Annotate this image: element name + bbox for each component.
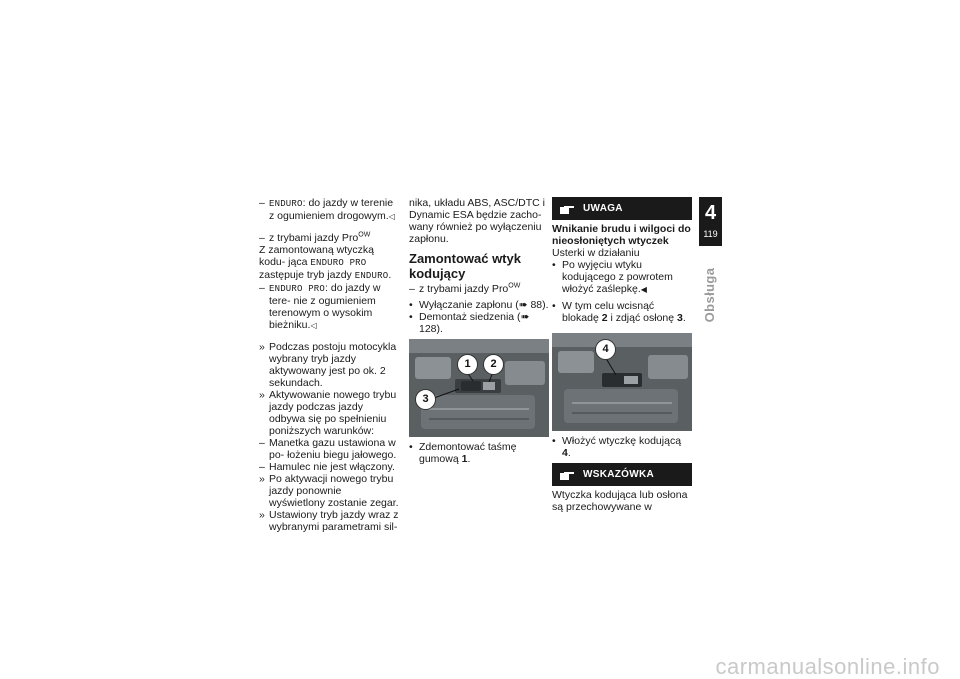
photo-coding-plug-location	[409, 339, 549, 437]
chapter-title: Obsługa	[702, 267, 717, 323]
column-2	[409, 197, 549, 465]
bullet-item: • Demontaż siedzenia (➠ 128).	[409, 311, 530, 335]
chapter-number: 4	[704, 202, 717, 224]
list-item: – Hamulec nie jest włączony.	[259, 461, 395, 473]
column-1	[259, 197, 399, 533]
warning-subtitle: Usterki w działaniu	[552, 247, 640, 259]
end-mark-icon: ◁	[310, 321, 317, 330]
list-item: – z trybami jazdy Pro$^{OW}$	[259, 231, 371, 244]
chapter-box	[699, 197, 722, 246]
result-item: » Po aktywacji nowego trybu jazdy ponownie wyświetlony zostanie zegar.	[259, 473, 399, 509]
list-item: – z trybami jazdy Pro$^{OW}$	[409, 282, 521, 295]
callout-1: 1	[457, 354, 478, 375]
warning-banner: UWAGA	[552, 197, 692, 220]
list-item: – ENDURO: do jazdy w terenie z ogumieniem drogowym.◁	[259, 197, 395, 222]
bullet-item: • W tym celu wcisnąć blokadę 2 i zdjąć osłonę 3.	[552, 300, 686, 324]
photo-drawing	[552, 333, 692, 431]
photo-drawing	[409, 339, 549, 437]
bullet-item: • Po wyjęciu wtyku kodującego z powrotem włożyć zaślepkę.◀	[552, 259, 673, 295]
bullet-item: • Zdemontować taśmę gumową 1.	[409, 441, 517, 465]
arrow-icon: ➠	[520, 311, 530, 323]
callout-2: 2	[483, 354, 504, 375]
page-number: 119	[703, 229, 718, 239]
paragraph: nika, układu ABS, ASC/DTC i Dynamic ESA będzie zacho- wany również po wyłączeniu zapłonu.	[409, 197, 545, 245]
list-item: – ENDURO PRO: do jazdy w tere- nie z ogumieniem terenowym o wysokim bieżniku.◁	[259, 282, 381, 331]
photo-coding-plug-insert	[552, 333, 692, 431]
chapter-tab	[699, 197, 722, 323]
hand-pointing-icon	[559, 469, 575, 481]
result-item: » Ustawiony tryb jazdy wraz z wybranymi parametrami sil-	[259, 509, 399, 533]
bullet-item: • Wyłączanie zapłonu (➠ 88).	[409, 299, 549, 311]
note-banner: WSKAZÓWKA	[552, 463, 692, 486]
arrow-icon: ➠	[518, 299, 528, 311]
section-heading: Zamontować wtyk kodujący	[409, 251, 521, 281]
bullet-item: • Włożyć wtyczkę kodującą 4.	[552, 435, 682, 459]
end-mark-icon: ◀	[640, 285, 647, 294]
warning-title: Wnikanie brudu i wilgoci do nieosłoniętych wtyczek	[552, 223, 691, 247]
watermark: carmanualsonline.info	[715, 654, 940, 679]
hand-pointing-icon	[559, 203, 575, 215]
end-mark-icon: ◁	[388, 212, 395, 221]
callout-3: 3	[415, 389, 436, 410]
list-item: – Manetka gazu ustawiona w po- łożeniu biegu jałowego.	[259, 437, 397, 461]
result-item: » Podczas postoju motocykla wybrany tryb jazdy aktywowany jest po ok. 2 sekundach.	[259, 341, 397, 389]
note-text: Wtyczka kodująca lub osłona są przechowywane w	[552, 489, 688, 513]
result-item: » Aktywowanie nowego trybu jazdy podczas jazdy odbywa się po spełnieniu poniższych warunków:	[259, 389, 397, 437]
callout-4: 4	[595, 339, 616, 360]
paragraph: Z zamontowaną wtyczką kodu- jąca ENDURO PRO zastępuje tryb jazdy ENDURO.	[259, 244, 392, 281]
column-3	[552, 197, 692, 513]
